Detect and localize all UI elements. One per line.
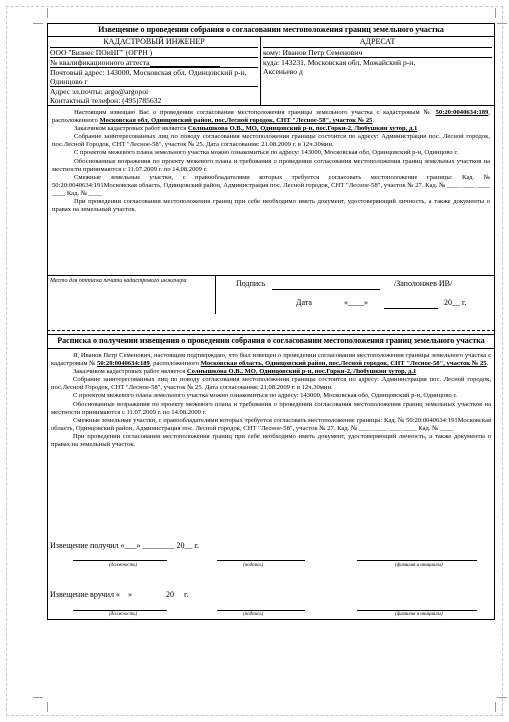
position-caption: (должность) [109, 612, 138, 617]
engineer-header: КАДАСТРОВЫЙ ИНЖЕНЕР [103, 37, 205, 46]
receipt-paragraph: Собрание заинтересованных лиц по поводу согласования местоположения границы состоится по адресу: Администрация пос. Лесной городок, пос.Лесной Городок, СНТ "Лесное-58", участок № 25. Дата согласования: 21.08.2009 г. в 12ч.30мин. [51, 376, 491, 392]
notice-paragraph: При проведении согласования местоположения границ при себе необходимо иметь документ, удостоверяющий личность, а также документы о правах на земельный участок. [52, 198, 490, 214]
notice-header-table [48, 37, 494, 106]
receipt-paragraph: Обоснованные возражения по проекту межевого плана и требования о проведении согласования местоположения границ земельных участков на местности принимаются с 11.07.2009 г. по 14.08.2009 г. [51, 400, 491, 416]
notice-paragraph: С проектом межевого плана земельного участка можно ознакомиться по адресу: 143000, Московская обл, Одинцовский р-н, Одинцово г. [74, 149, 458, 157]
crop-mark [495, 8, 496, 18]
date-year: 20__ г. [444, 298, 467, 307]
received-line: Извещение получил «___» ________ 20__ г. [50, 541, 199, 550]
signature-name: /Заполонжев ИВ/ [394, 279, 453, 288]
crop-mark [33, 697, 43, 698]
name-line [357, 610, 477, 611]
qualification-label: № квалификационного аттеста [50, 58, 150, 67]
signature-label: Подпись [236, 279, 266, 288]
notice-paragraph: Заказчиком кадастровых работ является Солнышкова О.В., МО, Одинцовский р-н, пос.Горки-2, Любушкин хутор, д.1 [74, 125, 418, 133]
receipt-paragraph: С проектом межевого плана земельного участка можно ознакомиться по адресу: 143000, Московская обл, Одинцовский р-н, Одинцово г. [73, 392, 457, 400]
crop-mark [47, 8, 48, 18]
handed-line: Извещение вручил « » 20 г. [50, 590, 189, 599]
crop-mark [495, 702, 496, 712]
position-line [73, 610, 167, 611]
recipient-column [261, 37, 494, 105]
cut-line [47, 330, 495, 331]
qualification-field [50, 57, 258, 67]
name-caption: (фамилия и инициалы) [395, 563, 443, 568]
stamp-place: Место для оттиска печати кадастрового инженера [48, 276, 216, 314]
date-day: «____» [344, 298, 368, 307]
qualification-blank [150, 59, 220, 67]
recipient-header: АДРЕСАТ [359, 37, 396, 46]
signature-line [217, 560, 305, 561]
signature-line [272, 280, 380, 290]
recipient-address-2: Аксеньево д [263, 67, 303, 76]
email-field: Адрес эл.почты: argo@argopoi [50, 86, 258, 96]
receipt-section [47, 334, 495, 620]
parcel-location: Московская обл, Одинцовский район, пос.Лесной городок, СНТ "Лесное-58", участок № 25 [99, 117, 373, 125]
phone-field: Контактный телефон: (495)785632 [50, 96, 162, 105]
name-caption: (фамилия и инициалы) [395, 612, 443, 617]
engineer-column [48, 37, 261, 105]
cadastral-number: 50:20:0040634:189 [97, 360, 150, 368]
client-name: Солнышкова О.В., МО, Одинцовский р-н, пос.Горки-2, Любушкин хутор, д.1 [186, 368, 417, 376]
signature-line [217, 610, 305, 611]
notice-title: Извещение о проведении собрания о согласовании местоположения границ земельного участка [48, 24, 494, 37]
crop-mark [47, 702, 48, 712]
date-label: Дата [296, 298, 312, 307]
crop-mark [497, 23, 507, 24]
receipt-title: Расписка о получении извещения о проведении собрания о согласовании местоположения границ земельного участка [47, 334, 495, 349]
engineer-org: ООО "Бизнес ПОиНГ" (ОГРН ) [50, 47, 258, 57]
notice-paragraph: Собрание заинтересованных лиц по поводу согласования местоположения границы состоится по адресу: Администрация пос. Лесной городок, пос.Лесной Городок, СНТ "Лесное-58", участок № 25. Дата согласования: 21.08.2009 г. в 12ч.30мин. [52, 133, 490, 149]
position-line [73, 560, 167, 561]
crop-mark [497, 697, 507, 698]
receipt-paragraph: Заказчиком кадастровых работ является Солнышкова О.В., МО, Одинцовский р-н, пос.Горки-2, Любушкин хутор, д.1 [73, 368, 417, 376]
receipt-paragraph: При проведении согласования местоположения границ при себе необходимо иметь документ, удостоверяющий личность, а также документы о правах на земельный участок. [51, 432, 491, 449]
signature-caption: (подпись) [243, 563, 264, 568]
notice-paragraph: Настоящим извещаю Вас о проведении согласования местоположения границы земельного участка с кадастровым № 50:20:0040634:189, расположенного Московская обл, Одинцовский район, пос.Лесной городок, СНТ "Лесное-58", участок № 25. [52, 109, 490, 125]
notice-body [48, 106, 494, 275]
parcel-location: Московская область, Одинцовский район, пос.Лесной городок, СНТ "Лесное-58", участок № 25 [200, 360, 487, 368]
receipt-paragraph: Смежные земельные участки, с правообладателями которых требуется согласовать местоположение границы: Кад. № 50:20:0040634:191Московская область, Одинцовский район, Администрация пос. Лесной городок, СНТ "Лесное-58", участок № 27. Кад. № ____ ____ ____ ____ Кад. № ____ [51, 416, 491, 432]
client-name: Солнышкова О.В., МО, Одинцовский р-н, пос.Горки-2, Любушкин хутор, д.1 [187, 125, 418, 133]
receipt-body [47, 349, 495, 512]
notice-paragraph: Смежные земельные участки, с правообладателями которых требуется согласовать местоположение границы: Кад. № 50:20:0040634:191Московская область, Одинцовский район, Администрация пос. Лесной городок, СНТ "Лесное-58", участок № 27. Кад. № ____ ____ ____ ____ Кад. № ____ [52, 173, 490, 197]
postal-address: Почтовый адрес: 143000, Московская обл, Одинцовский р-н, Одинцово г [50, 67, 258, 86]
crop-mark [33, 23, 43, 24]
position-caption: (должность) [109, 563, 138, 568]
recipient-name: кому: Иванов Петр Семенович [263, 47, 492, 57]
date-month-line [384, 299, 438, 309]
signature-caption: (подпись) [243, 612, 264, 617]
recipient-address: куда: 143231, Московская обл, Можайский р-н, [263, 57, 492, 67]
name-line [357, 560, 477, 561]
signature-block [216, 276, 494, 314]
notice-paragraph: Обоснованные возражения по проекту межевого плана и требования о проведении согласования местоположения границ земельных участков на местности принимаются с 11.07.2009 г. по 14.08.2009 г. [52, 157, 490, 173]
cadastral-number: 50:20:0040634:189 [435, 109, 489, 116]
signature-row [48, 275, 494, 314]
receipt-paragraph: Я, Иванов Петр Семенович, настоящим подтверждаю, что был извещен о проведении согласования местоположения границы земельного участка с кадастровым № 50:20:0040634:189, расположенного Московская область, Одинцовский район, пос.Лесной городок, СНТ "Лесное-58", участок № 25. [51, 352, 491, 368]
